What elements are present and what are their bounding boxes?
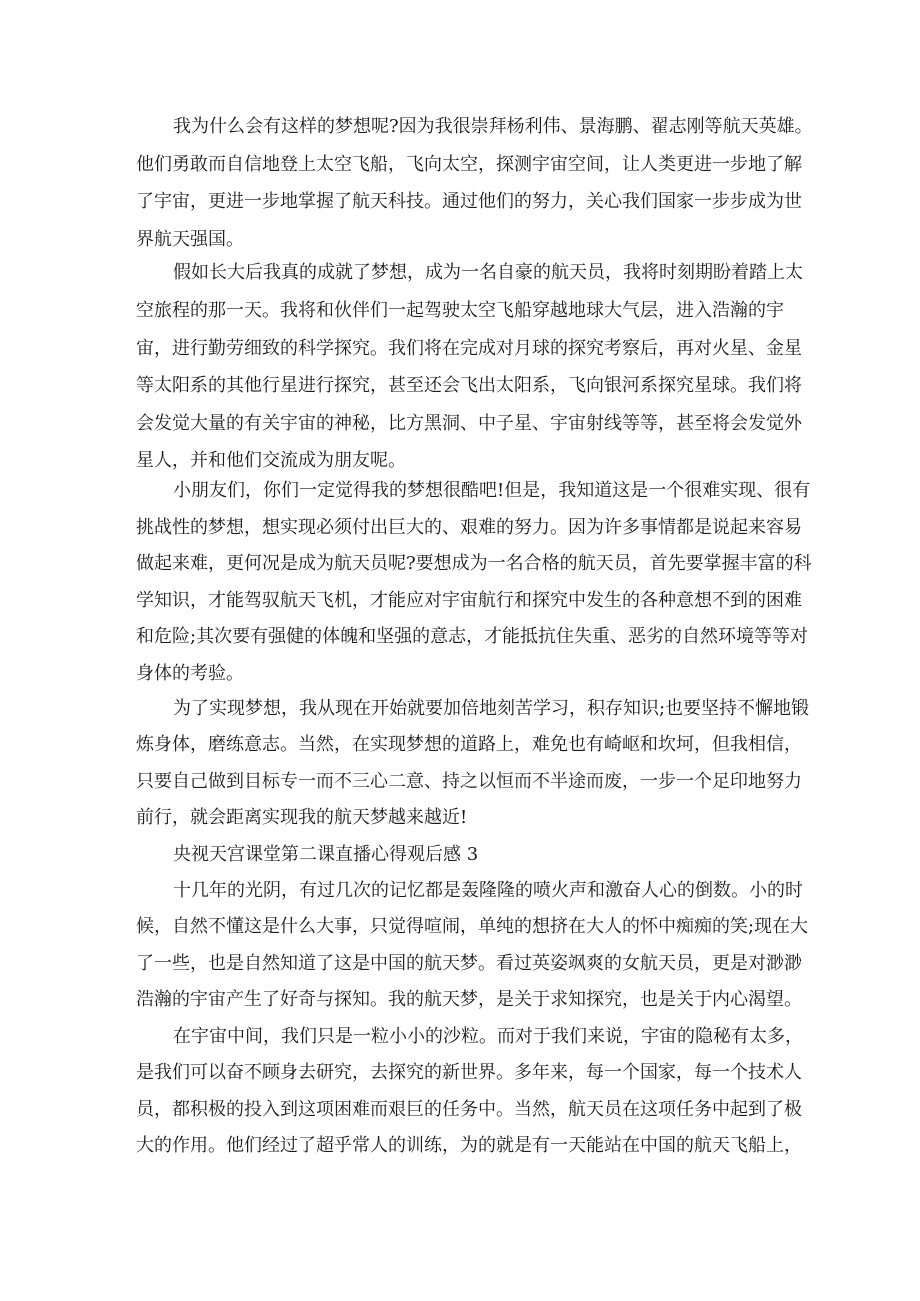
paragraph-line: 候，自然不懂这是什么大事，只觉得喧闹，单纯的想挤在大人的怀中痴痴的笑;现在大 (136, 916, 809, 937)
paragraph-line: 和危险;其次要有强健的体魄和坚强的意志，才能抵抗住失重、恶劣的自然环境等等对 (136, 626, 809, 647)
paragraph-line: 身体的考验。 (136, 663, 244, 684)
paragraph-line: 了宇宙，更进一步地掌握了航天科技。通过他们的努力，关心我们国家一步步成为世 (136, 191, 802, 212)
paragraph-line: 十几年的光阴，有过几次的记忆都是轰隆隆的喷火声和激奋人心的倒数。小的时 (173, 880, 803, 901)
paragraph-line: 员，都积极的投入到这项困难而艰巨的任务中。当然，航天员在这项任务中起到了极 (136, 1099, 802, 1120)
paragraph-line: 挑战性的梦想，想实现必须付出巨大的、艰难的努力。因为许多事情都是说起来容易 (136, 517, 802, 538)
paragraph-line: 空旅程的那一天。我将和伙伴们一起驾驶太空飞船穿越地球大气层，进入浩瀚的宇 (136, 300, 784, 321)
paragraph-line: 我为什么会有这样的梦想呢?因为我很崇拜杨利伟、景海鹏、翟志刚等航天英雄。 (173, 116, 813, 137)
paragraph-line: 界航天强国。 (136, 229, 244, 250)
paragraph-line: 星人，并和他们交流成为朋友呢。 (136, 450, 406, 471)
paragraph-line: 他们勇敢而自信地登上太空飞船，飞向太空，探测宇宙空间，让人类更进一步地了解 (136, 154, 802, 175)
paragraph-line: 炼身体，磨练意志。当然，在实现梦想的道路上，难免也有崎岖和坎坷，但我相信， (136, 734, 802, 755)
paragraph-line: 等太阳系的其他行星进行探究，甚至还会飞出太阳系，飞向银河系探究星球。我们将 (136, 375, 802, 396)
paragraph-line: 在宇宙中间，我们只是一粒小小的沙粒。而对于我们来说，宇宙的隐秘有太多， (173, 1026, 803, 1047)
paragraph-line: 浩瀚的宇宙产生了好奇与探知。我的航天梦，是关于求知探究，也是关于内心渴望。 (136, 989, 802, 1010)
paragraph-line: 只要自己做到目标专一而不三心二意、持之以恒而不半途而废，一步一个足印地努力 (136, 771, 802, 792)
paragraph-line: 学知识，才能驾驭航天飞机，才能应对宇宙航行和探究中发生的各种意想不到的困难 (136, 590, 802, 611)
paragraph-line: 会发觉大量的有关宇宙的神秘，比方黑洞、中子星、宇宙射线等等，甚至将会发觉外 (136, 413, 802, 434)
paragraph-line: 宙，进行勤劳细致的科学探究。我们将在完成对月球的探究考察后，再对火星、金星 (136, 338, 802, 359)
paragraph-line: 是我们可以奋不顾身去研究，去探究的新世界。多年来，每一个国家，每一个技术人 (136, 1062, 802, 1083)
paragraph-line: 小朋友们，你们一定觉得我的梦想很酷吧!但是，我知道这是一个很难实现、很有 (173, 480, 811, 501)
paragraph-line: 为了实现梦想，我从现在开始就要加倍地刻苦学习，积存知识;也要坚持不懈地锻 (173, 698, 810, 719)
paragraph-line: 前行，就会距离实现我的航天梦越来越近! (136, 807, 468, 828)
paragraph-line: 大的作用。他们经过了超乎常人的训练，为的就是有一天能站在中国的航天飞船上， (136, 1135, 802, 1156)
paragraph-line: 做起来难，更何况是成为航天员呢?要想成为一名合格的航天员，首先要掌握丰富的科 (136, 553, 812, 574)
paragraph-line: 假如长大后我真的成就了梦想，成为一名自豪的航天员，我将时刻期盼着踏上太 (173, 262, 803, 283)
paragraph-line: 了一些，也是自然知道了这是中国的航天梦。看过英姿飒爽的女航天员，更是对渺渺 (136, 953, 802, 974)
heading-line: 央视天宫课堂第二课直播心得观后感 3 (173, 844, 479, 865)
